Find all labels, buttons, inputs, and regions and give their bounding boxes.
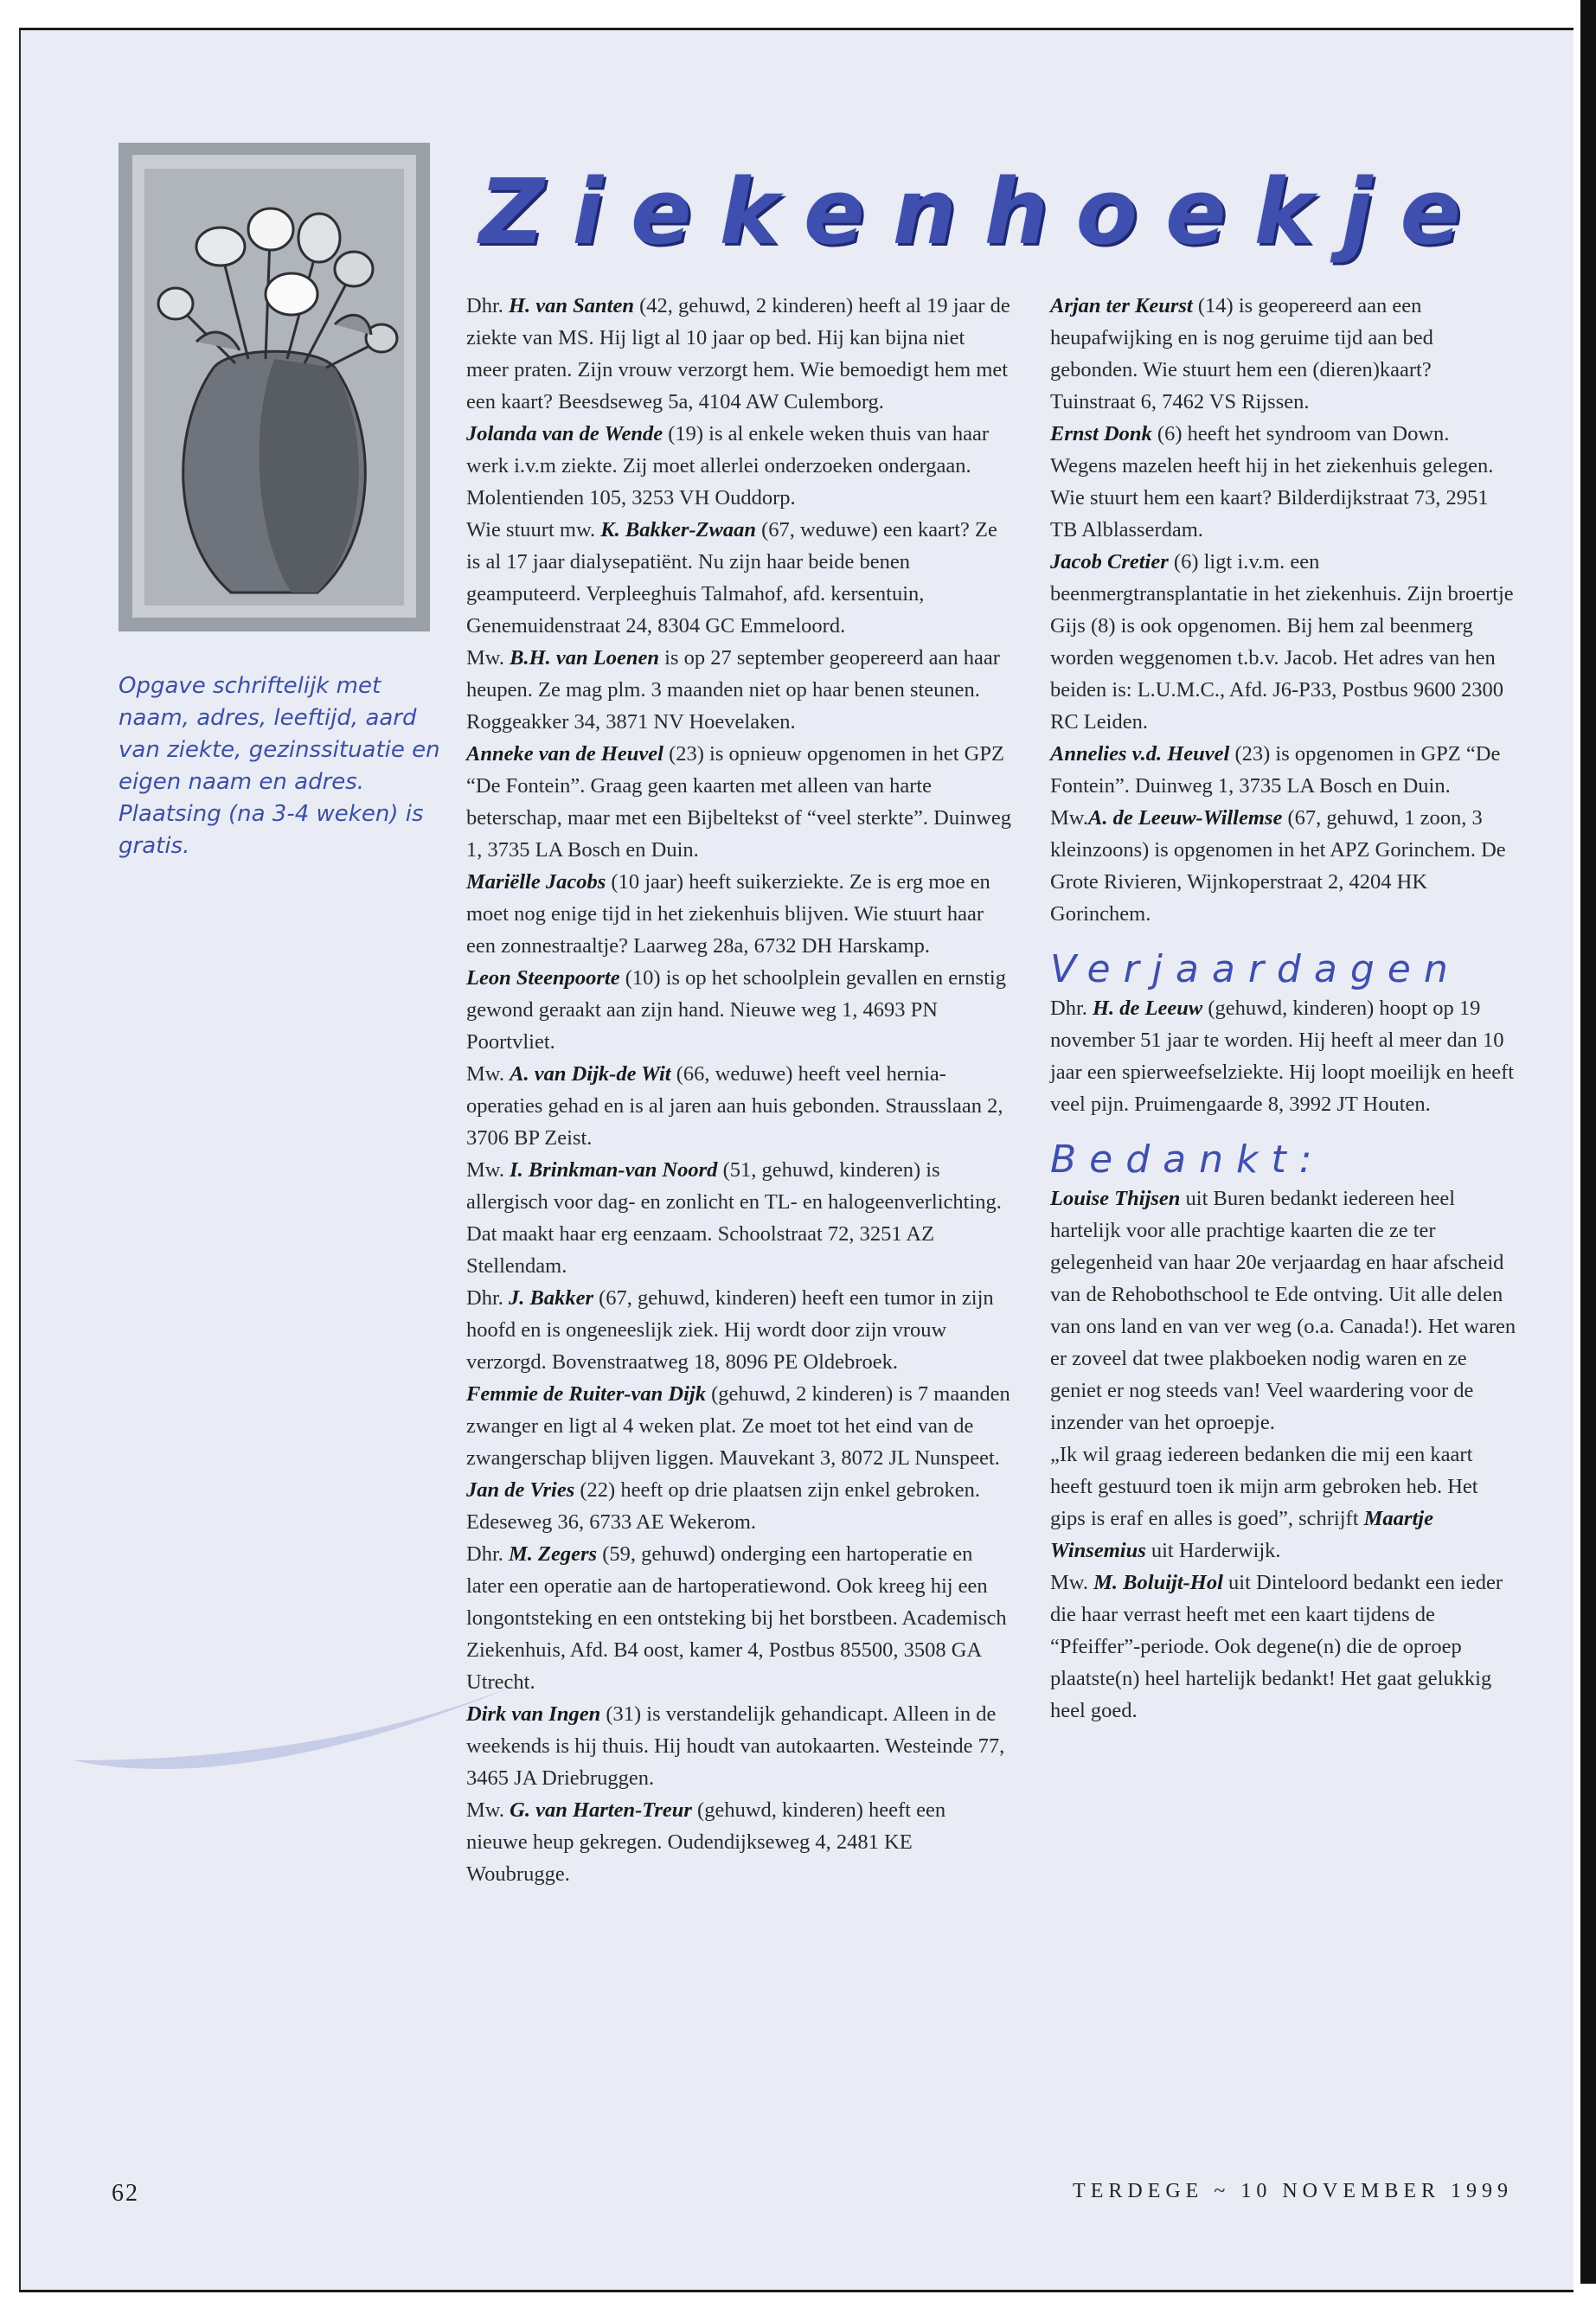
scan-margin-top: [0, 0, 1596, 21]
entry-text: (31) is verstandelijk gehandicapt. Alleen in de weekends is hij thuis. Hij houdt van autokaarten. Westeinde 77, 3465 JA Driebruggen.: [466, 1702, 1005, 1790]
entry-text: (42, gehuwd, 2 kinderen) heeft al 19 jaar de ziekte van MS. Hij ligt al 10 jaar op bed. Hij kan bijna niet meer praten. Zijn vrouw verzorgt hem. Wie bemoedigt hem met een kaart? Beesdseweg 5a, 4104 AW Culemborg.: [466, 294, 1010, 413]
entry-text: (10) is op het schoolplein gevallen en ernstig gewond geraakt aan zijn hand. Nieuwe weg 1, 4693 PN Poortvliet.: [466, 966, 1006, 1054]
entry-text: (6) heeft het syndroom van Down. Wegens mazelen heeft hij in het ziekenhuis gelegen. Wie stuurt hem een kaart? Bilderdijkstraat 73, 2951 TB Alblasserdam.: [1050, 422, 1494, 542]
notice-entry: [1050, 1183, 1517, 1439]
notice-entry: [1050, 290, 1517, 418]
entry-name: Dirk van Ingen: [466, 1702, 601, 1726]
entry-text: (gehuwd, 2 kinderen) is 7 maanden zwanger en ligt al 4 weken plat. Ze moet tot het eind van de zwangerschap blijven liggen. Mauvekant 3, 8072 JL Nunspeet.: [466, 1382, 1010, 1470]
entry-text: uit Buren bedankt iedereen heel hartelijk voor alle prachtige kaarten die ze ter gelegenheid van haar 20e verjaardag en haar afscheid van de Rehobothschool te Ede ontving. Uit alle delen van ons land en van ver weg (o.a. Canada!). Het waren er zoveel dat twee plakboeken nodig waren en ze geniet er nog steeds van! Veel waardering voor de inzender van het oproepje.: [1050, 1187, 1516, 1434]
tulip-vase-illustration: [119, 143, 430, 631]
entry-text: (59, gehuwd) onderging een hartoperatie en later een operatie aan de hartoperatiewond. Ook kreeg hij een longontsteking en een ontsteking bij het borstbeen. Academisch Ziekenhuis, Afd. B4 oost, kamer 4, Postbus 85500, 3508 GA Utrecht.: [466, 1542, 1007, 1694]
page-title: Ziekenhoekje: [479, 159, 1489, 265]
submission-caption: Opgave schriftelijk met naam, adres, leeftijd, aard van ziekte, gezinssituatie en eigen naam en adres. Plaatsing (na 3-4 weken) is gratis.: [119, 673, 440, 859]
entry-name: Jacob Cretier: [1050, 550, 1169, 574]
entry-name: A. de Leeuw-Willemse: [1088, 806, 1283, 830]
notice-entry: [466, 1794, 1011, 1890]
entry-text: (14) is geopereerd aan een heupafwijking en is nog geruime tijd aan bed gebonden. Wie stuurt hem een (dieren)kaart? Tuinstraat 6, 7462 VS Rijssen.: [1050, 294, 1433, 413]
notice-entry: [466, 290, 1011, 418]
entry-prefix: Dhr.: [466, 1286, 509, 1310]
entry-prefix: Mw.: [466, 1798, 510, 1822]
notice-entry: [466, 1154, 1011, 1282]
notice-entry: [466, 1698, 1011, 1794]
entry-name: Anneke van de Heuvel: [466, 742, 663, 766]
entry-name: Femmie de Ruiter-van Dijk: [466, 1382, 706, 1406]
notice-entry: [466, 1474, 1011, 1538]
entry-name: Louise Thijsen: [1050, 1187, 1181, 1210]
right-entries: [1050, 290, 1517, 930]
column-right: [1050, 290, 1517, 1727]
notice-entry: [466, 1282, 1011, 1378]
entry-prefix: Wie stuurt mw.: [466, 518, 601, 542]
entry-name: Maartje Winsemius: [1050, 1507, 1433, 1562]
notice-entry: [1050, 992, 1517, 1120]
notice-entry: [1050, 546, 1517, 738]
notice-entry: [466, 962, 1011, 1058]
entry-prefix: Mw.: [1050, 1571, 1094, 1594]
entry-name: M. Boluijt-Hol: [1093, 1571, 1223, 1594]
entry-text: (10 jaar) heeft suikerziekte. Ze is erg moe en moet nog enige tijd in het ziekenhuis blijven. Wie stuurt haar een zonnestraaltje? Laarweg 28a, 6732 DH Harskamp.: [466, 870, 990, 958]
notice-entry: [1050, 802, 1517, 930]
notice-entry: [1050, 1567, 1517, 1727]
entry-text: (22) heeft op drie plaatsen zijn enkel gebroken. Edeseweg 36, 6733 AE Wekerom.: [466, 1478, 980, 1534]
entry-text: is op 27 september geopereerd aan haar heupen. Ze mag plm. 3 maanden niet op haar benen steunen. Roggeakker 34, 3871 NV Hoevelaken.: [466, 646, 1000, 734]
notice-entry: [466, 418, 1011, 514]
entry-prefix: Mw.: [1050, 806, 1089, 830]
verjaardagen-heading: Verjaardagen: [1050, 947, 1461, 991]
entry-name: Jolanda van de Wende: [466, 422, 663, 445]
entry-text: (gehuwd, kinderen) heeft een nieuwe heup gekregen. Oudendijkseweg 4, 2481 KE Woubrugge.: [466, 1798, 946, 1886]
entry-name: Mariëlle Jacobs: [466, 870, 606, 894]
notice-entry: [466, 1538, 1011, 1698]
entry-name: Ernst Donk: [1050, 422, 1152, 445]
entry-name: I. Brinkman-van Noord: [510, 1158, 718, 1182]
entry-name: H. de Leeuw: [1093, 997, 1203, 1020]
entry-text: (6) ligt i.v.m. een beenmergtransplantatie in het ziekenhuis. Zijn broertje Gijs (8) is ook opgenomen. Bij hem zal beenmerg worden weggenomen t.b.v. Jacob. Het adres van hen beiden is: L.U.M.C., Afd. J6-P33, Postbus 9600 2300 RC Leiden.: [1050, 550, 1514, 734]
entry-prefix: Mw.: [466, 1158, 510, 1182]
entry-name: B.H. van Loenen: [510, 646, 660, 670]
notice-entry: [1050, 1439, 1517, 1567]
entry-prefix: „Ik wil graag iedereen bedanken die mij een kaart heeft gestuurd toen ik mijn arm gebroken heb. Het gips is eraf en alles is goed”, schrijft: [1050, 1443, 1478, 1530]
notice-entry: [1050, 418, 1517, 546]
entry-prefix: Dhr.: [466, 1542, 509, 1566]
entry-name: A. van Dijk-de Wit: [510, 1062, 671, 1086]
entry-text: (67, gehuwd, 1 zoon, 3 kleinzoons) is opgenomen in het APZ Gorinchem. De Grote Rivieren, Wijnkoperstraat 2, 4204 HK Gorinchem.: [1050, 806, 1506, 926]
entry-text: (66, weduwe) heeft veel hernia-operaties gehad en is al jaren aan huis gebonden. Strausslaan 2, 3706 BP Zeist.: [466, 1062, 1003, 1150]
entry-prefix: Mw.: [466, 1062, 510, 1086]
entry-text: (19) is al enkele weken thuis van haar werk i.v.m ziekte. Zij moet allerlei onderzoeken ondergaan. Molentienden 105, 3253 VH Ouddorp.: [466, 422, 989, 510]
scan-margin-right: [1580, 0, 1596, 2301]
page-number: 62: [112, 2180, 139, 2207]
entry-prefix: Dhr.: [1050, 997, 1093, 1020]
notice-entry: [466, 866, 1011, 962]
entry-text: (67, weduwe) een kaart? Ze is al 17 jaar dialysepatiënt. Nu zijn haar beide benen geamputeerd. Verpleeghuis Talmahof, afd. kersentuin, Genemuidenstraat 24, 8304 GC Emmeloord.: [466, 518, 997, 638]
entry-name: Arjan ter Keurst: [1050, 294, 1193, 317]
entry-prefix: Dhr.: [466, 294, 509, 317]
entry-name: Leon Steenpoorte: [466, 966, 620, 990]
notice-entry: [466, 738, 1011, 866]
bedankt-entries: [1050, 1183, 1517, 1727]
notice-entry: [466, 1058, 1011, 1154]
entry-text: (gehuwd, kinderen) hoopt op 19 november 51 jaar te worden. Hij heeft al meer dan 10 jaar een spierweefselziekte. Hij loopt moeilijk en heeft veel pijn. Pruimengaarde 8, 3992 JT Houten.: [1050, 997, 1515, 1116]
notice-entry: [466, 514, 1011, 642]
publication-footer: TERDEGE ~ 10 NOVEMBER 1999: [1073, 2180, 1513, 2202]
entry-text: uit Harderwijk.: [1145, 1539, 1281, 1562]
entry-text: (23) is opgenomen in GPZ “De Fontein”. Duinweg 1, 3735 LA Bosch en Duin.: [1050, 742, 1501, 798]
entry-name: Annelies v.d. Heuvel: [1050, 742, 1230, 766]
entry-name: G. van Harten-Treur: [510, 1798, 692, 1822]
entry-name: Jan de Vries: [466, 1478, 575, 1502]
magazine-page: [19, 28, 1574, 2292]
notice-entry: [466, 1378, 1011, 1474]
entry-name: J. Bakker: [509, 1286, 593, 1310]
verjaardagen-entries: [1050, 992, 1517, 1120]
entry-name: K. Bakker-Zwaan: [600, 518, 756, 542]
column-middle: [466, 290, 1011, 1890]
entry-name: H. van Santen: [509, 294, 634, 317]
entry-text: uit Dinteloord bedankt een ieder die haar verrast heeft met een kaart tijdens de “Pfeiffer”-periode. Ook degene(n) die de oproep plaatste(n) heel hartelijk bedankt! Het gaat gelukkig heel goed.: [1050, 1571, 1503, 1722]
entry-text: (51, gehuwd, kinderen) is allergisch voor dag- en zonlicht en TL- en halogeenverlichting. Dat maakt haar erg eenzaam. Schoolstraat 72, 3251 AZ Stellendam.: [466, 1158, 1002, 1278]
entry-prefix: Mw.: [466, 646, 510, 670]
entry-text: (23) is opnieuw opgenomen in het GPZ “De Fontein”. Graag geen kaarten met alleen van harte beterschap, maar met een Bijbeltekst of “veel sterkte”. Duinweg 1, 3735 LA Bosch en Duin.: [466, 742, 1011, 862]
notice-entry: [1050, 738, 1517, 802]
entry-name: M. Zegers: [509, 1542, 598, 1566]
notice-entry: [466, 642, 1011, 738]
bedankt-heading: Bedankt:: [1050, 1138, 1325, 1182]
entry-text: (67, gehuwd, kinderen) heeft een tumor in zijn hoofd en is ongeneeslijk ziek. Hij wordt door zijn vrouw verzorgd. Bovenstraatweg 18, 8096 PE Oldebroek.: [466, 1286, 994, 1374]
